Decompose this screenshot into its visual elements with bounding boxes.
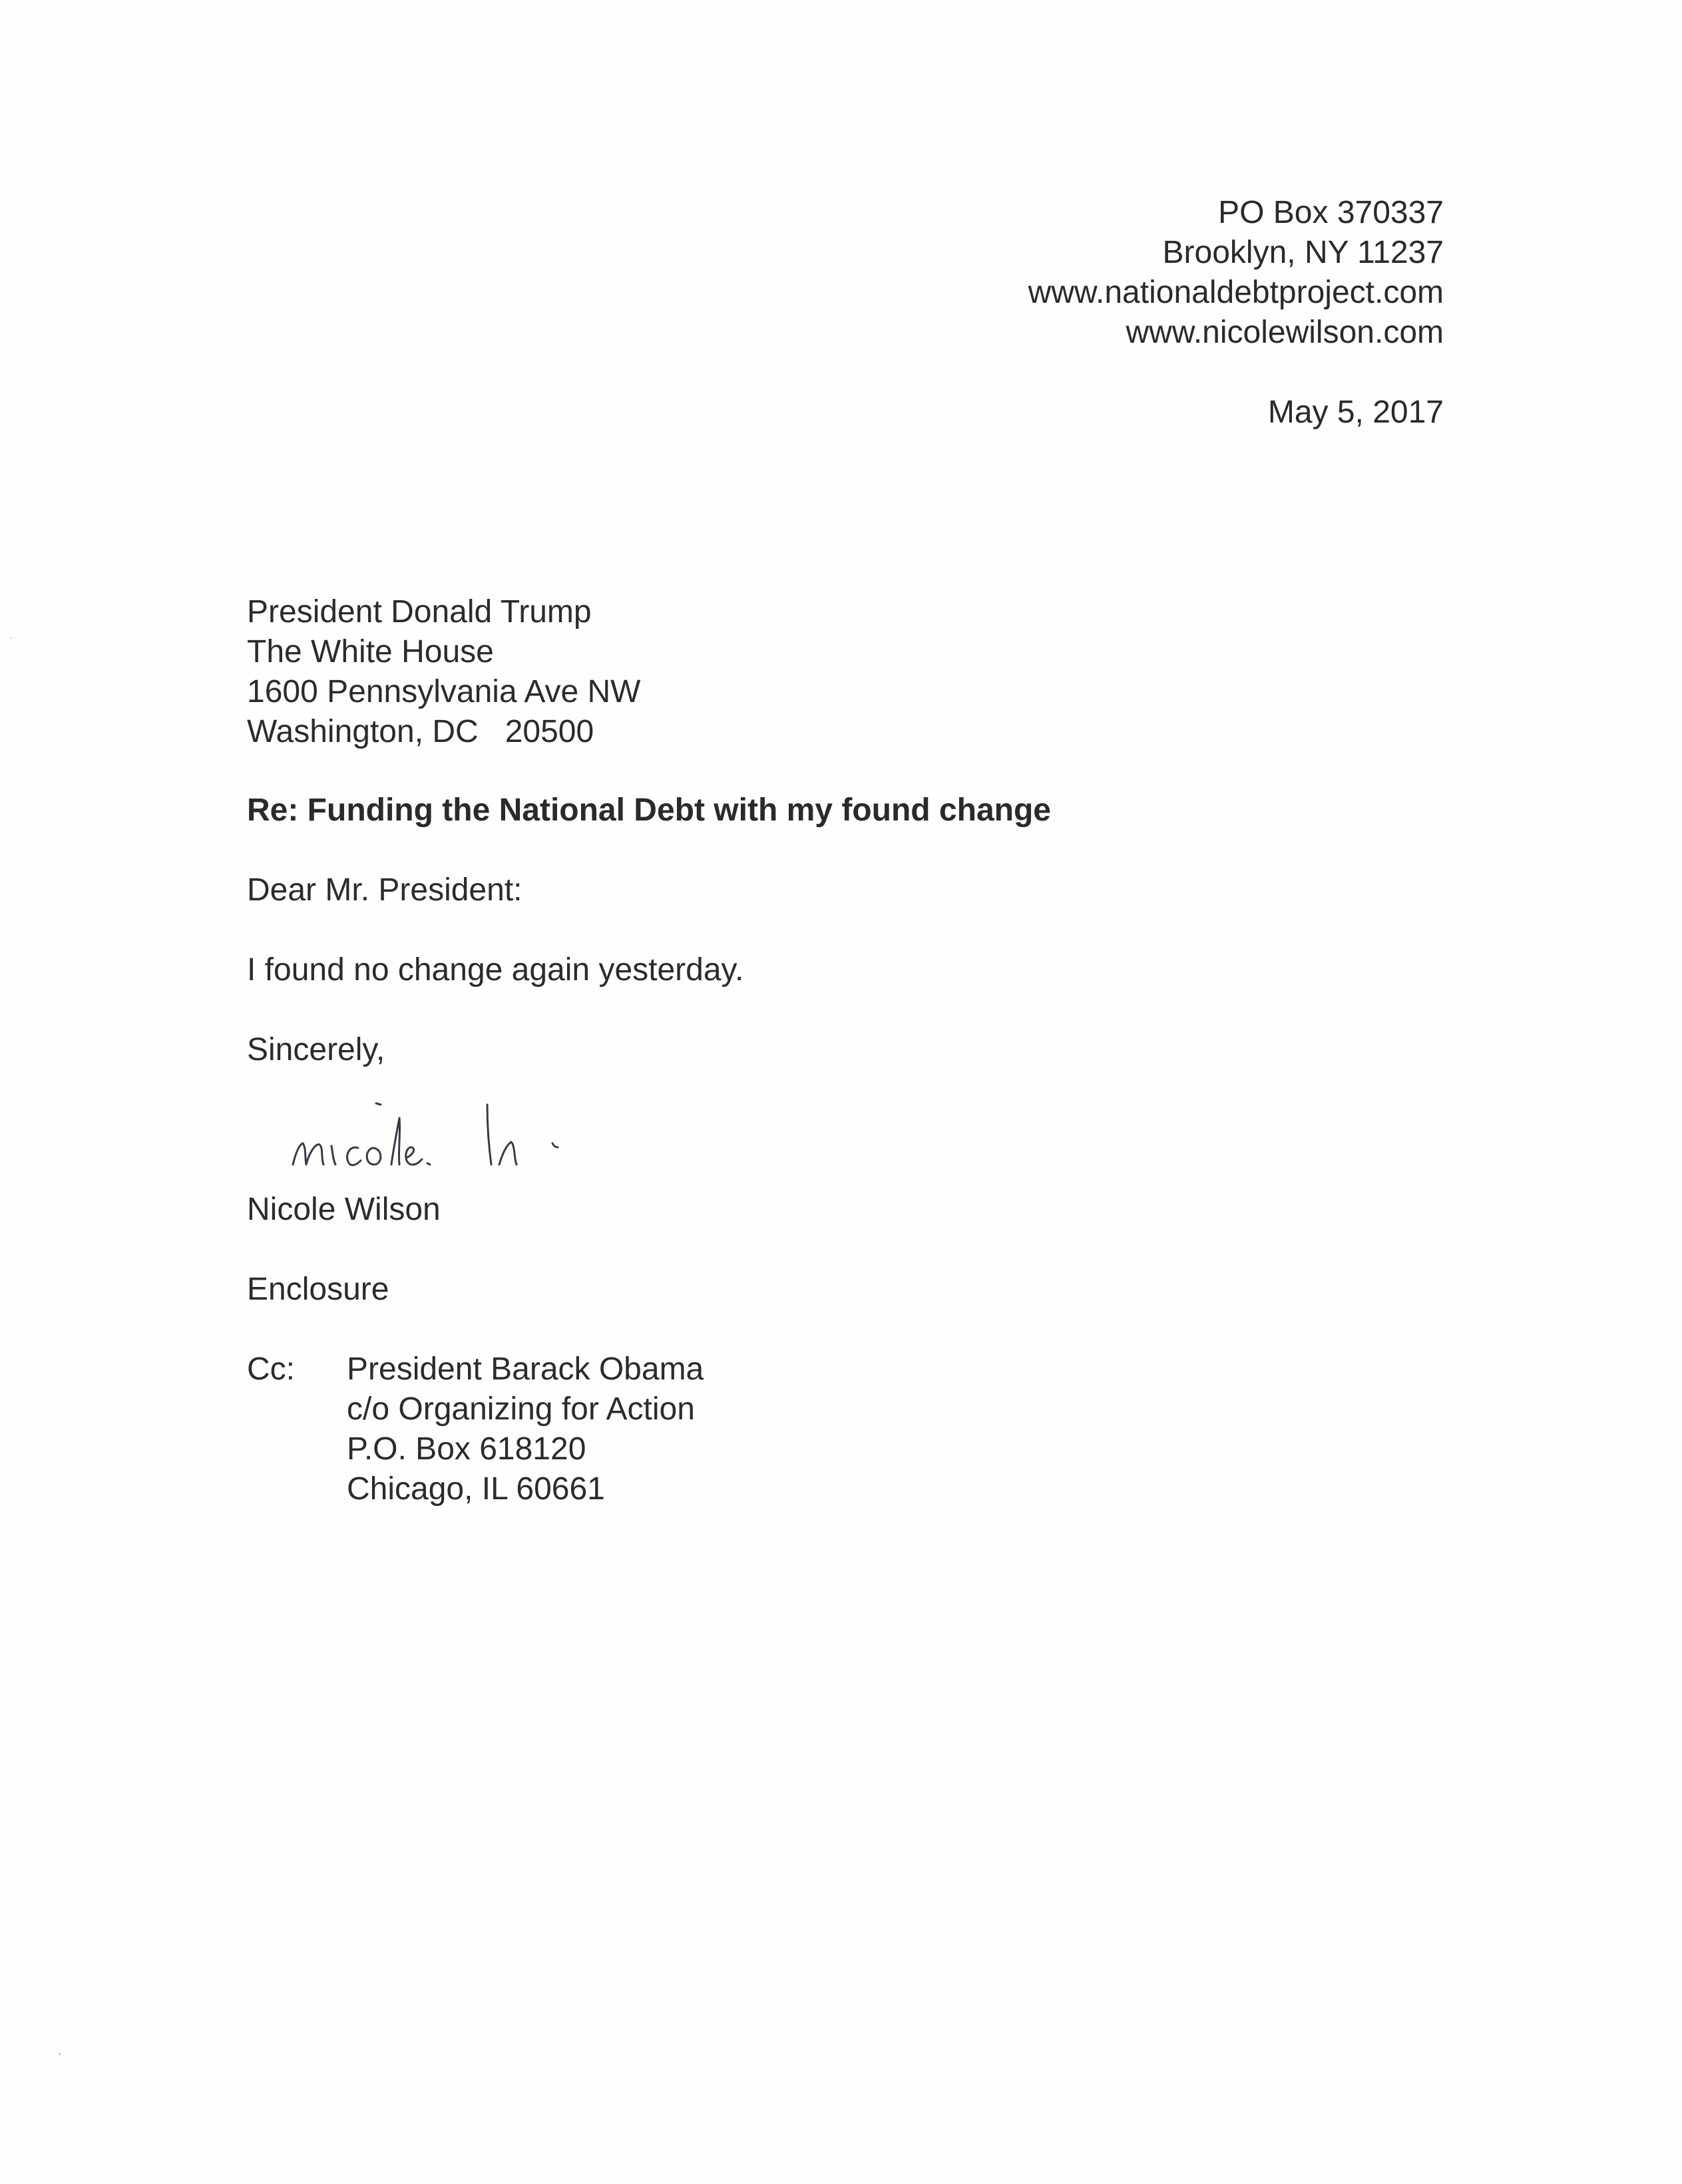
salutation: Dear Mr. President: (247, 872, 523, 908)
cc-label: Cc: (247, 1352, 295, 1387)
handwritten-signature-icon (280, 1065, 652, 1198)
recipient-city: Washington, DC 20500 (247, 714, 594, 749)
closing: Sincerely, (247, 1032, 385, 1067)
sender-city: Brooklyn, NY 11237 (1162, 235, 1444, 270)
recipient-address (247, 592, 640, 752)
cc-po-box: P.O. Box 618120 (347, 1431, 586, 1467)
sender-website-2: www.nicolewilson.com (1126, 315, 1444, 350)
subject-line: Re: Funding the National Debt with my found change (247, 793, 1051, 828)
recipient-street: 1600 Pennsylvania Ave NW (247, 674, 641, 709)
enclosure-note: Enclosure (247, 1272, 389, 1307)
cc-address (347, 1350, 704, 1509)
sender-website-1: www.nationaldebtproject.com (1028, 275, 1444, 310)
signer-name: Nicole Wilson (247, 1192, 441, 1227)
sender-address (1028, 193, 1444, 353)
cc-name: President Barack Obama (347, 1352, 704, 1387)
letter-body: I found no change again yesterday. (247, 952, 744, 988)
sender-po-box: PO Box 370337 (1218, 195, 1444, 230)
recipient-name: President Donald Trump (247, 594, 592, 630)
letter-date: May 5, 2017 (1267, 395, 1444, 430)
paper-speck (59, 2053, 61, 2055)
cc-org: c/o Organizing for Action (347, 1391, 695, 1427)
cc-city: Chicago, IL 60661 (347, 1471, 605, 1507)
paper-speck (11, 637, 12, 639)
recipient-org: The White House (247, 634, 494, 669)
